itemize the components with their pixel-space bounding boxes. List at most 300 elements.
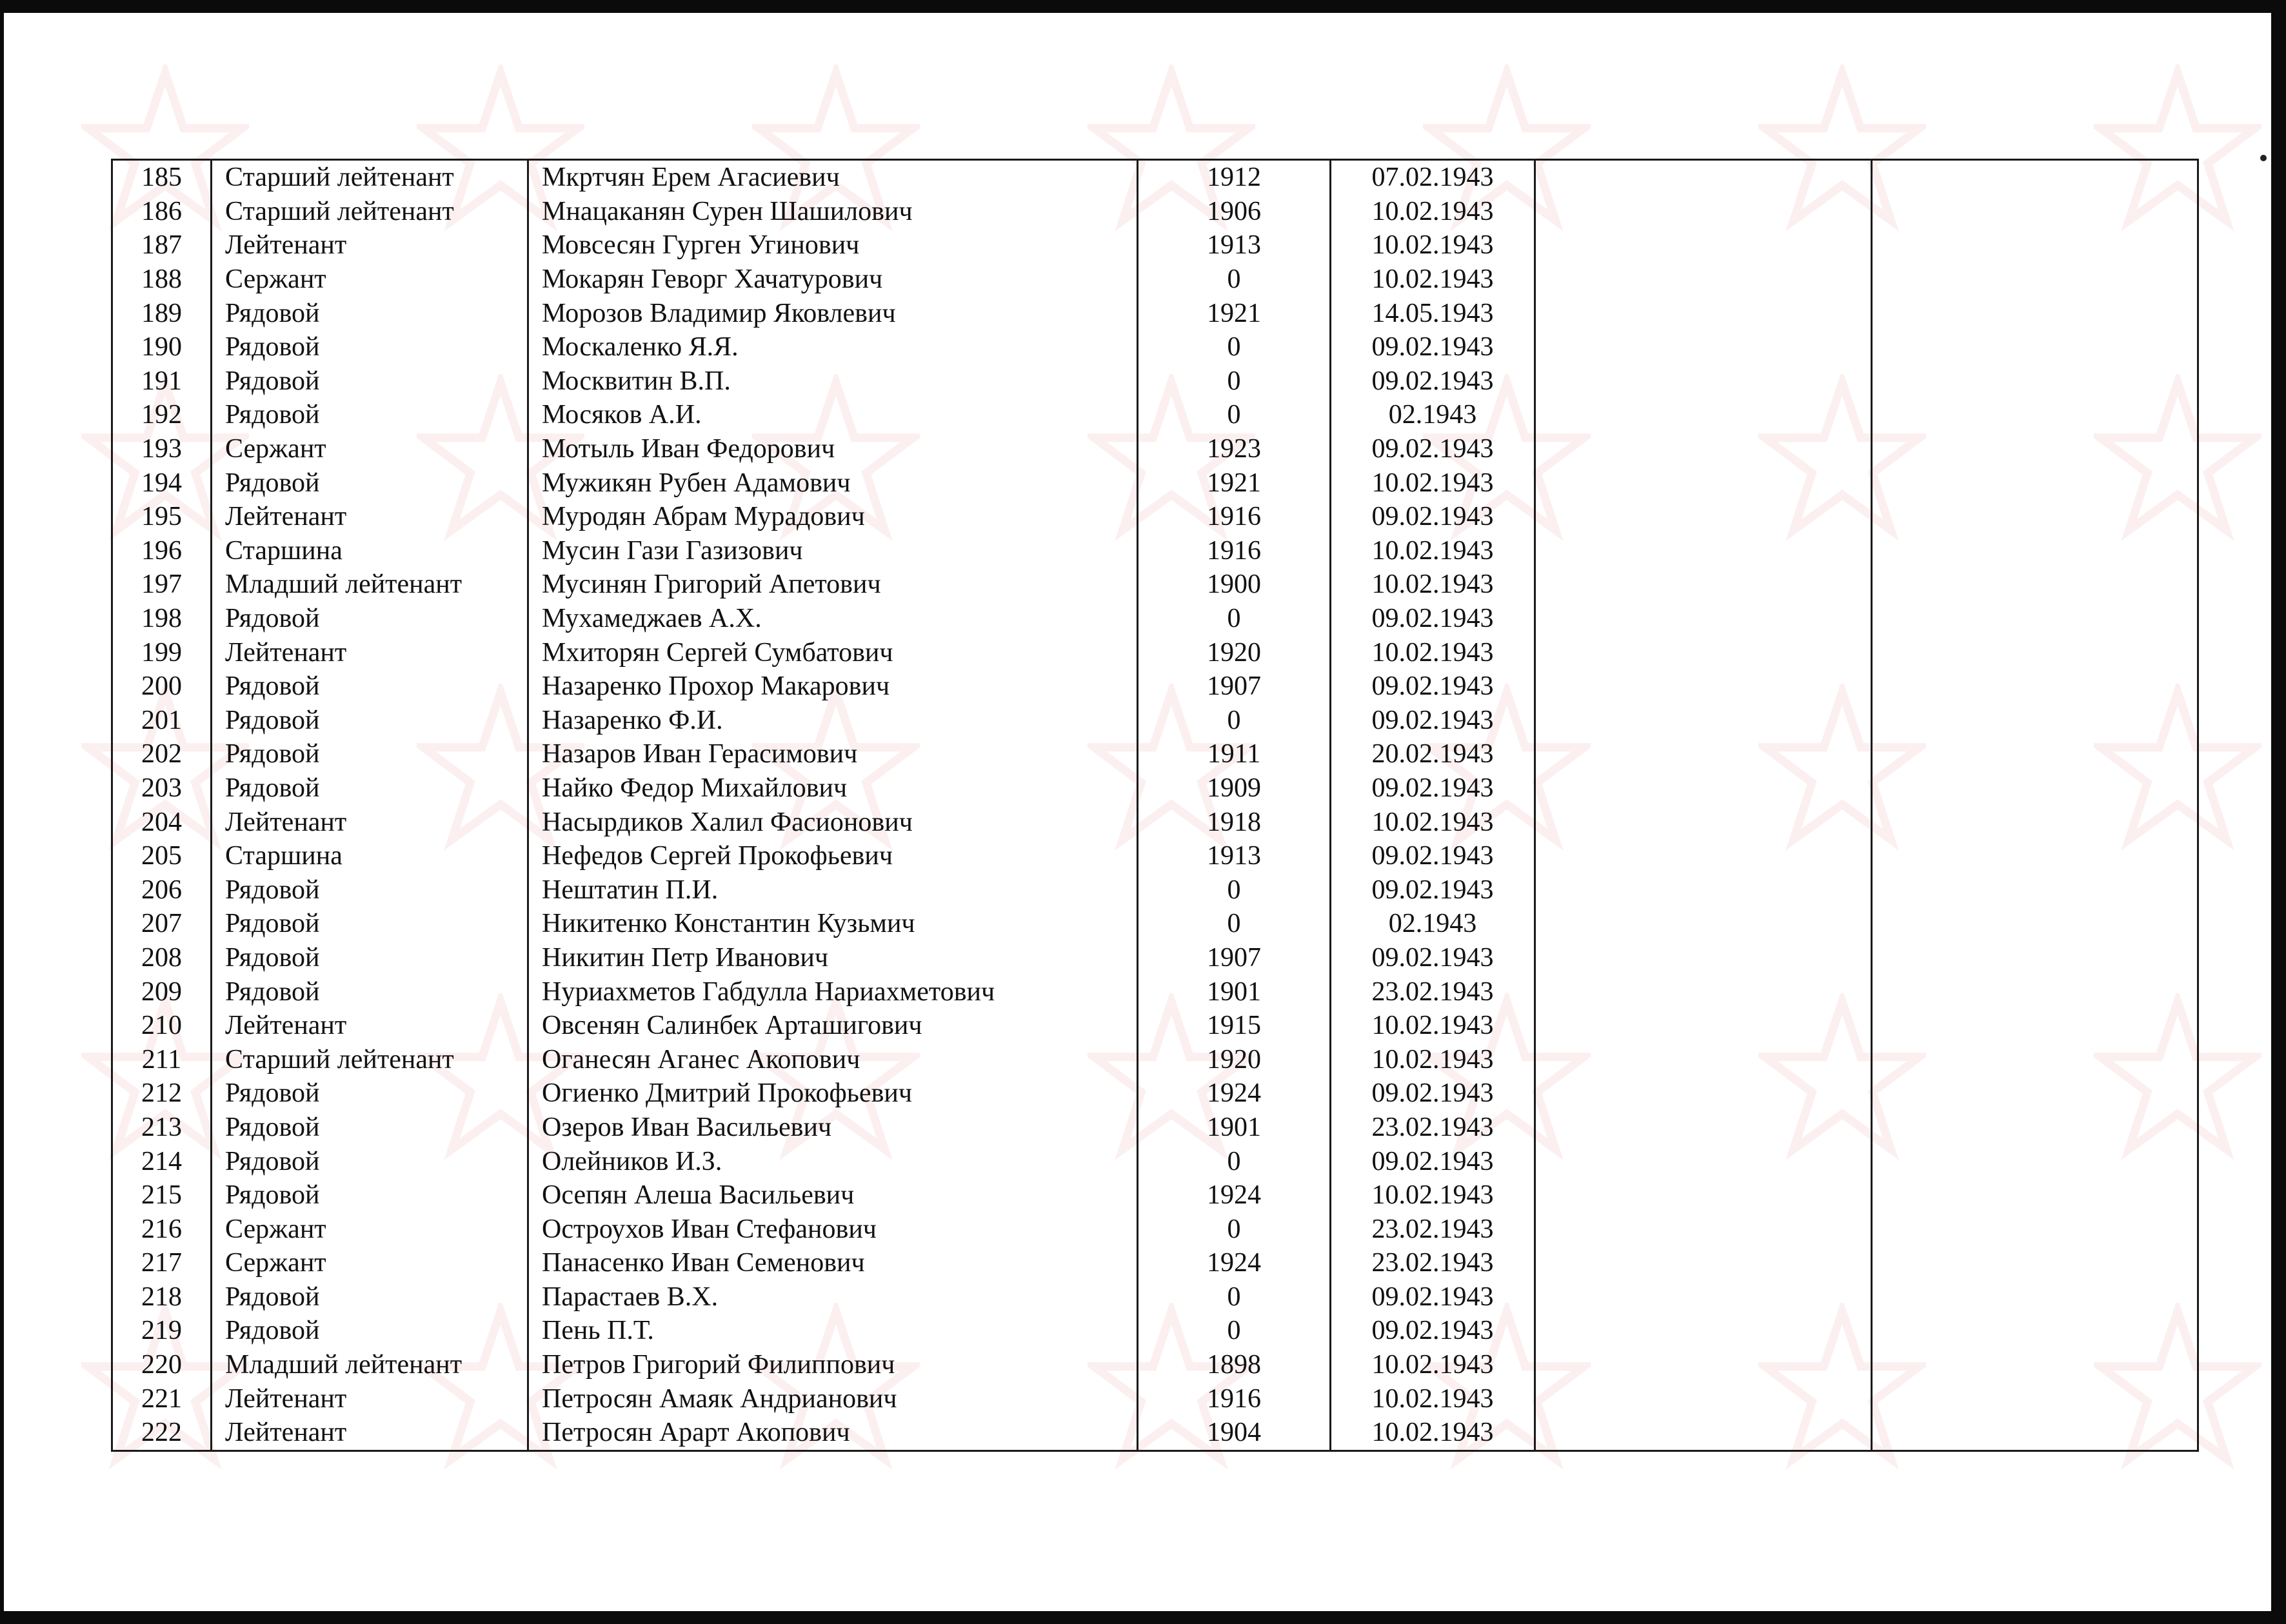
empty-cell-2 [1872,737,2198,771]
table-row [112,839,2198,873]
table-row [112,466,2198,500]
empty-cell-2 [1872,704,2198,738]
name-cell: Нештатин П.И. [528,873,1138,907]
table-row [112,669,2198,704]
rank-cell: Старший лейтенант [212,1042,528,1076]
table-row [112,873,2198,907]
empty-cell-2 [1872,941,2198,975]
rank-cell: Рядовой [212,330,528,364]
name-cell: Никитенко Константин Кузьмич [528,907,1138,941]
empty-cell-2 [1872,1111,2198,1145]
date-cell: 10.02.1943 [1331,534,1535,568]
row-number-cell: 200 [112,669,212,704]
scanned-page [4,13,2271,1611]
empty-cell-2 [1872,160,2198,195]
name-cell: Панасенко Иван Семенович [528,1246,1138,1280]
birth-year-cell: 1913 [1138,228,1331,262]
birth-year-cell: 1916 [1138,1381,1331,1416]
date-cell: 09.02.1943 [1331,873,1535,907]
name-cell: Пень П.Т. [528,1314,1138,1348]
row-number-cell: 185 [112,160,212,195]
empty-cell-1 [1535,296,1872,330]
name-cell: Мкртчян Ерем Агасиевич [528,160,1138,195]
empty-cell-2 [1872,466,2198,500]
date-cell: 09.02.1943 [1331,432,1535,466]
row-number-cell: 204 [112,805,212,839]
rank-cell: Младший лейтенант [212,1348,528,1382]
name-cell: Мовсесян Гурген Угинович [528,228,1138,262]
empty-cell-2 [1872,228,2198,262]
rank-cell: Старшина [212,839,528,873]
empty-cell-2 [1872,805,2198,839]
name-cell: Петросян Амаяк Андрианович [528,1381,1138,1416]
rank-cell: Сержант [212,262,528,297]
row-number-cell: 221 [112,1381,212,1416]
name-cell: Муродян Абрам Мурадович [528,500,1138,534]
birth-year-cell: 1921 [1138,296,1331,330]
date-cell: 09.02.1943 [1331,1280,1535,1314]
empty-cell-1 [1535,839,1872,873]
row-number-cell: 195 [112,500,212,534]
name-cell: Никитин Петр Иванович [528,941,1138,975]
table-row [112,1280,2198,1314]
table-row [112,330,2198,364]
empty-cell-1 [1535,805,1872,839]
empty-cell-1 [1535,364,1872,399]
table-body [112,160,2198,1451]
date-cell: 23.02.1943 [1331,975,1535,1009]
date-cell: 23.02.1943 [1331,1212,1535,1246]
table-row [112,398,2198,432]
row-number-cell: 196 [112,534,212,568]
row-number-cell: 217 [112,1246,212,1280]
birth-year-cell: 1912 [1138,160,1331,195]
table-row [112,228,2198,262]
table-row [112,941,2198,975]
name-cell: Мосяков А.И. [528,398,1138,432]
row-number-cell: 208 [112,941,212,975]
empty-cell-2 [1872,1416,2198,1451]
empty-cell-2 [1872,635,2198,669]
birth-year-cell: 0 [1138,602,1331,636]
table-row [112,1042,2198,1076]
birth-year-cell: 1916 [1138,500,1331,534]
date-cell: 10.02.1943 [1331,1042,1535,1076]
birth-year-cell: 1920 [1138,635,1331,669]
date-cell: 09.02.1943 [1331,364,1535,399]
name-cell: Мужикян Рубен Адамович [528,466,1138,500]
name-cell: Мхиторян Сергей Сумбатович [528,635,1138,669]
empty-cell-2 [1872,975,2198,1009]
row-number-cell: 216 [112,1212,212,1246]
empty-cell-2 [1872,195,2198,229]
table-row [112,1212,2198,1246]
name-cell: Парастаев В.Х. [528,1280,1138,1314]
table-row [112,1416,2198,1451]
table-row [112,432,2198,466]
birth-year-cell: 1906 [1138,195,1331,229]
name-cell: Оганесян Аганес Акопович [528,1042,1138,1076]
empty-cell-2 [1872,330,2198,364]
birth-year-cell: 1916 [1138,534,1331,568]
rank-cell: Лейтенант [212,500,528,534]
birth-year-cell: 1900 [1138,568,1331,602]
table-row [112,907,2198,941]
birth-year-cell: 1913 [1138,839,1331,873]
date-cell: 07.02.1943 [1331,160,1535,195]
date-cell: 20.02.1943 [1331,737,1535,771]
empty-cell-1 [1535,737,1872,771]
row-number-cell: 189 [112,296,212,330]
date-cell: 10.02.1943 [1331,1178,1535,1213]
table-row [112,635,2198,669]
empty-cell-2 [1872,1178,2198,1213]
row-number-cell: 194 [112,466,212,500]
table-row [112,805,2198,839]
birth-year-cell: 0 [1138,1144,1331,1178]
name-cell: Петров Григорий Филиппович [528,1348,1138,1382]
rank-cell: Рядовой [212,941,528,975]
row-number-cell: 192 [112,398,212,432]
rank-cell: Рядовой [212,364,528,399]
rank-cell: Рядовой [212,907,528,941]
empty-cell-1 [1535,1009,1872,1043]
empty-cell-1 [1535,1212,1872,1246]
empty-cell-1 [1535,771,1872,806]
date-cell: 02.1943 [1331,398,1535,432]
empty-cell-2 [1872,262,2198,297]
table-row [112,975,2198,1009]
row-number-cell: 220 [112,1348,212,1382]
rank-cell: Рядовой [212,975,528,1009]
row-number-cell: 214 [112,1144,212,1178]
birth-year-cell: 0 [1138,1280,1331,1314]
name-cell: Нефедов Сергей Прокофьевич [528,839,1138,873]
birth-year-cell: 1920 [1138,1042,1331,1076]
row-number-cell: 191 [112,364,212,399]
name-cell: Мухамеджаев А.Х. [528,602,1138,636]
name-cell: Назаров Иван Герасимович [528,737,1138,771]
rank-cell: Рядовой [212,669,528,704]
rank-cell: Рядовой [212,737,528,771]
table-row [112,1381,2198,1416]
empty-cell-2 [1872,432,2198,466]
empty-cell-1 [1535,228,1872,262]
birth-year-cell: 1915 [1138,1009,1331,1043]
birth-year-cell: 0 [1138,704,1331,738]
empty-cell-1 [1535,1144,1872,1178]
row-number-cell: 186 [112,195,212,229]
date-cell: 09.02.1943 [1331,941,1535,975]
table-row [112,1111,2198,1145]
date-cell: 09.02.1943 [1331,602,1535,636]
empty-cell-2 [1872,669,2198,704]
birth-year-cell: 1924 [1138,1246,1331,1280]
row-number-cell: 193 [112,432,212,466]
name-cell: Морозов Владимир Яковлевич [528,296,1138,330]
date-cell: 09.02.1943 [1331,839,1535,873]
empty-cell-1 [1535,262,1872,297]
row-number-cell: 201 [112,704,212,738]
rank-cell: Сержант [212,432,528,466]
empty-cell-2 [1872,771,2198,806]
row-number-cell: 207 [112,907,212,941]
row-number-cell: 205 [112,839,212,873]
row-number-cell: 198 [112,602,212,636]
rank-cell: Рядовой [212,1144,528,1178]
empty-cell-2 [1872,907,2198,941]
date-cell: 09.02.1943 [1331,704,1535,738]
table-row [112,1246,2198,1280]
name-cell: Мокарян Геворг Хачатурович [528,262,1138,297]
empty-cell-1 [1535,160,1872,195]
row-number-cell: 199 [112,635,212,669]
table-row [112,1178,2198,1213]
empty-cell-1 [1535,669,1872,704]
birth-year-cell: 0 [1138,1314,1331,1348]
rank-cell: Рядовой [212,466,528,500]
row-number-cell: 197 [112,568,212,602]
name-cell: Насырдиков Халил Фасионович [528,805,1138,839]
rank-cell: Младший лейтенант [212,568,528,602]
empty-cell-1 [1535,1381,1872,1416]
name-cell: Нуриахметов Габдулла Нариахметович [528,975,1138,1009]
row-number-cell: 212 [112,1076,212,1111]
table-row [112,364,2198,399]
date-cell: 14.05.1943 [1331,296,1535,330]
table-row [112,1348,2198,1382]
row-number-cell: 219 [112,1314,212,1348]
table-row [112,771,2198,806]
name-cell: Москаленко Я.Я. [528,330,1138,364]
rank-cell: Рядовой [212,296,528,330]
empty-cell-2 [1872,1009,2198,1043]
birth-year-cell: 0 [1138,330,1331,364]
date-cell: 09.02.1943 [1331,500,1535,534]
table-row [112,704,2198,738]
empty-cell-1 [1535,534,1872,568]
table-row [112,1076,2198,1111]
empty-cell-2 [1872,500,2198,534]
empty-cell-2 [1872,1314,2198,1348]
date-cell: 10.02.1943 [1331,568,1535,602]
empty-cell-2 [1872,1144,2198,1178]
empty-cell-1 [1535,330,1872,364]
rank-cell: Рядовой [212,873,528,907]
empty-cell-1 [1535,1348,1872,1382]
rank-cell: Рядовой [212,1111,528,1145]
birth-year-cell: 0 [1138,1212,1331,1246]
casualty-list-table [111,159,2199,1452]
empty-cell-2 [1872,534,2198,568]
row-number-cell: 215 [112,1178,212,1213]
row-number-cell: 210 [112,1009,212,1043]
name-cell: Петросян Арарт Акопович [528,1416,1138,1451]
date-cell: 09.02.1943 [1331,1314,1535,1348]
empty-cell-1 [1535,602,1872,636]
table-row [112,568,2198,602]
empty-cell-1 [1535,195,1872,229]
rank-cell: Рядовой [212,602,528,636]
row-number-cell: 202 [112,737,212,771]
date-cell: 10.02.1943 [1331,195,1535,229]
date-cell: 10.02.1943 [1331,1348,1535,1382]
empty-cell-1 [1535,398,1872,432]
birth-year-cell: 1923 [1138,432,1331,466]
name-cell: Мусинян Григорий Апетович [528,568,1138,602]
empty-cell-1 [1535,907,1872,941]
empty-cell-2 [1872,839,2198,873]
scan-edge-mark [2260,155,2267,161]
birth-year-cell: 1924 [1138,1076,1331,1111]
row-number-cell: 190 [112,330,212,364]
table-row [112,160,2198,195]
empty-cell-1 [1535,1076,1872,1111]
rank-cell: Сержант [212,1212,528,1246]
table-row [112,296,2198,330]
birth-year-cell: 1901 [1138,1111,1331,1145]
table-row [112,195,2198,229]
table-row [112,1144,2198,1178]
empty-cell-2 [1872,1348,2198,1382]
date-cell: 09.02.1943 [1331,771,1535,806]
empty-cell-1 [1535,1246,1872,1280]
empty-cell-1 [1535,1111,1872,1145]
date-cell: 09.02.1943 [1331,1076,1535,1111]
name-cell: Назаренко Прохор Макарович [528,669,1138,704]
birth-year-cell: 1918 [1138,805,1331,839]
name-cell: Москвитин В.П. [528,364,1138,399]
row-number-cell: 218 [112,1280,212,1314]
empty-cell-1 [1535,975,1872,1009]
rank-cell: Лейтенант [212,635,528,669]
empty-cell-1 [1535,1042,1872,1076]
row-number-cell: 211 [112,1042,212,1076]
empty-cell-2 [1872,568,2198,602]
empty-cell-2 [1872,296,2198,330]
row-number-cell: 206 [112,873,212,907]
table-row [112,534,2198,568]
empty-cell-2 [1872,1280,2198,1314]
date-cell: 09.02.1943 [1331,1144,1535,1178]
birth-year-cell: 1901 [1138,975,1331,1009]
birth-year-cell: 1921 [1138,466,1331,500]
date-cell: 23.02.1943 [1331,1246,1535,1280]
rank-cell: Рядовой [212,771,528,806]
empty-cell-2 [1872,1212,2198,1246]
birth-year-cell: 0 [1138,907,1331,941]
name-cell: Огиенко Дмитрий Прокофьевич [528,1076,1138,1111]
rank-cell: Лейтенант [212,228,528,262]
name-cell: Назаренко Ф.И. [528,704,1138,738]
empty-cell-1 [1535,1178,1872,1213]
date-cell: 10.02.1943 [1331,228,1535,262]
row-number-cell: 209 [112,975,212,1009]
empty-cell-1 [1535,500,1872,534]
empty-cell-1 [1535,873,1872,907]
rank-cell: Лейтенант [212,1416,528,1451]
name-cell: Мотыль Иван Федорович [528,432,1138,466]
empty-cell-1 [1535,466,1872,500]
birth-year-cell: 1904 [1138,1416,1331,1451]
table-row [112,500,2198,534]
table-row [112,262,2198,297]
date-cell: 10.02.1943 [1331,1381,1535,1416]
date-cell: 10.02.1943 [1331,805,1535,839]
rank-cell: Старший лейтенант [212,195,528,229]
rank-cell: Рядовой [212,1314,528,1348]
birth-year-cell: 1911 [1138,737,1331,771]
name-cell: Олейников И.З. [528,1144,1138,1178]
name-cell: Озеров Иван Васильевич [528,1111,1138,1145]
birth-year-cell: 0 [1138,262,1331,297]
row-number-cell: 222 [112,1416,212,1451]
date-cell: 10.02.1943 [1331,262,1535,297]
date-cell: 09.02.1943 [1331,669,1535,704]
date-cell: 10.02.1943 [1331,635,1535,669]
date-cell: 10.02.1943 [1331,466,1535,500]
name-cell: Мнацаканян Сурен Шашилович [528,195,1138,229]
name-cell: Найко Федор Михайлович [528,771,1138,806]
rank-cell: Рядовой [212,398,528,432]
empty-cell-2 [1872,873,2198,907]
rank-cell: Лейтенант [212,805,528,839]
empty-cell-2 [1872,364,2198,399]
empty-cell-2 [1872,1246,2198,1280]
birth-year-cell: 1924 [1138,1178,1331,1213]
rank-cell: Рядовой [212,1280,528,1314]
rank-cell: Старший лейтенант [212,160,528,195]
empty-cell-2 [1872,1076,2198,1111]
row-number-cell: 188 [112,262,212,297]
row-number-cell: 203 [112,771,212,806]
empty-cell-1 [1535,432,1872,466]
rank-cell: Лейтенант [212,1381,528,1416]
date-cell: 09.02.1943 [1331,330,1535,364]
rank-cell: Лейтенант [212,1009,528,1043]
empty-cell-1 [1535,635,1872,669]
empty-cell-1 [1535,941,1872,975]
date-cell: 02.1943 [1331,907,1535,941]
birth-year-cell: 0 [1138,873,1331,907]
rank-cell: Рядовой [212,1076,528,1111]
row-number-cell: 213 [112,1111,212,1145]
table-row [112,1009,2198,1043]
row-number-cell: 187 [112,228,212,262]
empty-cell-1 [1535,704,1872,738]
name-cell: Осепян Алеша Васильевич [528,1178,1138,1213]
name-cell: Овсенян Салинбек Арташигович [528,1009,1138,1043]
empty-cell-2 [1872,1042,2198,1076]
birth-year-cell: 0 [1138,364,1331,399]
empty-cell-1 [1535,1416,1872,1451]
name-cell: Мусин Гази Газизович [528,534,1138,568]
empty-cell-2 [1872,398,2198,432]
table-row [112,737,2198,771]
empty-cell-1 [1535,568,1872,602]
rank-cell: Старшина [212,534,528,568]
table-row [112,1314,2198,1348]
empty-cell-2 [1872,1381,2198,1416]
birth-year-cell: 1907 [1138,669,1331,704]
name-cell: Остроухов Иван Стефанович [528,1212,1138,1246]
rank-cell: Сержант [212,1246,528,1280]
date-cell: 10.02.1943 [1331,1416,1535,1451]
birth-year-cell: 1898 [1138,1348,1331,1382]
date-cell: 10.02.1943 [1331,1009,1535,1043]
empty-cell-2 [1872,602,2198,636]
birth-year-cell: 1907 [1138,941,1331,975]
